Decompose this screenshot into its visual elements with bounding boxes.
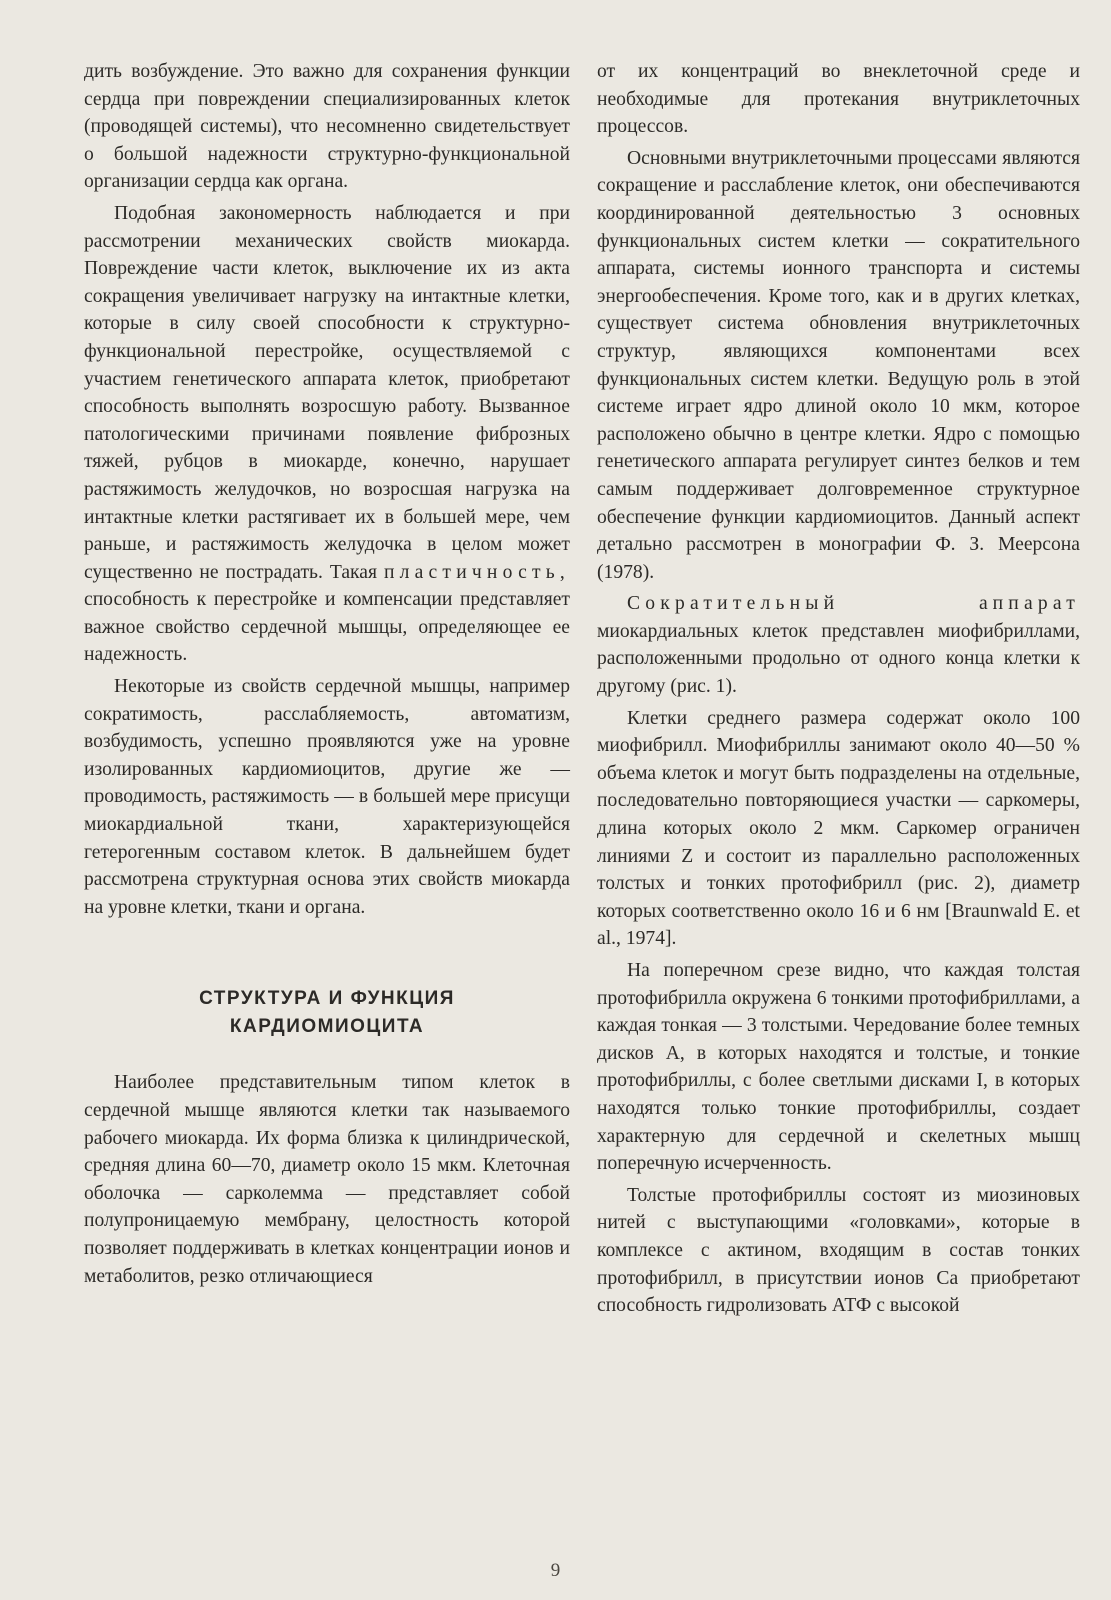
contractile-text-after: миокардиальных клеток представлен миофибриллами, расположенными продольно от одного конца клетки к другому (рис. 1). <box>597 620 1080 698</box>
paragraph-properties: Некоторые из свойств сердечной мышцы, например сократимость, расслабляемость, автоматизм, возбудимость, успешно проявляются уже на уровне изолированных кардиомиоцитов, другие же — проводимость, растяжимость — в большей мере присущи миокардиальной ткани, характеризующейся гетерогенным составом клеток. В дальнейшем будет рассмотрена структурная основа этих свойств миокарда на уровне клетки, ткани и органа. <box>84 676 570 918</box>
paragraph-contractile <box>597 590 1080 700</box>
plasticity-text-before: Подобная закономерность наблюдается и при рассмотрении механических свойств миокарда. Повреждение части клеток, выключение их из акта сокращения увеличивает нагрузку на интактные клетки, которые в силу своей способности к структурно-функциональной перестройке, осуществляемой с участием генетического аппарата клеток, приобретают способность выполнять возросшую работу. Вызванное патологическими причинами появление фиброзных тяжей, рубцов в миокарде, конечно, нарушает растяжимость желудочков, но возросшая нагрузка на интактные клетки растягивает их в большей мере, чем раньше, и растяжимость желудочка в целом может существенно не пострадать. Такая <box>84 202 570 583</box>
paragraph-myofibrils: Клетки среднего размера содержат около 100 миофибрилл. Миофибриллы занимают около 40—50 % объема клеток и могут быть подразделены на отдельные, последовательно повторяющиеся участки — саркомеры, длина которых около 2 мкм. Саркомер ограничен линиями Z и состоит из параллельно расположенных толстых и тонких протофибрилл (рис. 2), диаметр которых соответственно около 16 и 6 нм [Braunwald E. et al., 1974]. <box>597 707 1080 950</box>
paragraph-continued: дить возбуждение. Это важно для сохранения функции сердца при повреждении специализированных клеток (проводящей системы), что несомненно свидетельствует о большой надежности структурно-функциональной организации сердца как органа. <box>84 61 570 193</box>
emphasis-plasticity: пластичность, <box>383 561 570 583</box>
section-heading-line-1: СТРУКТУРА И ФУНКЦИЯ <box>199 988 455 1010</box>
section-heading-line-2: КАРДИОМИОЦИТА <box>229 1016 425 1038</box>
paragraph-thick-filaments: Толстые протофибриллы состоят из миозиновых нитей с выступающими «головками», которые в комплексе с актином, входящим в состав тонких протофибрилл, в присутствии ионов Са приобретают способность гидролизовать АТФ с высокой <box>597 1184 1080 1317</box>
paragraph-cross-section: На поперечном срезе видно, что каждая толстая протофибрилла окружена 6 тонкими протофибриллами, а каждая тонкая — 3 толстыми. Чередование более темных дисков А, в которых находятся и толстые, и тонкие протофибриллы, с более светлыми дисками I, в которых находятся только тонкие протофибриллы, создает характерную для сердечной и скелетных мышц поперечную исчерченность. <box>597 960 1080 1175</box>
paragraph-cell-types: Наиболее представительным типом клеток в сердечной мышце являются клетки так называемого рабочего миокарда. Их форма близка к цилиндрической, средняя длина 60—70, диаметр около 15 мкм. Клеточная оболочка — сарколемма — представляет собой полупроницаемую мембрану, целостность которой позволяет поддерживать в клетках концентрации ионов и метаболитов, резко отличающиеся <box>84 1072 570 1287</box>
section-heading <box>84 985 570 1041</box>
emphasis-contractile: Сократительный аппарат <box>627 593 1080 615</box>
paragraph-continued-right: от их концентраций во внеклеточной среде и необходимые для протекания внутриклеточных процессов. <box>597 61 1080 138</box>
left-column <box>84 58 570 1294</box>
plasticity-text-after: способность к перестройке и компенсации представляет важное свойство сердечной мышцы, определяющее ее надежность. <box>84 589 570 666</box>
paragraph-plasticity <box>84 200 570 669</box>
page-number: 9 <box>550 1560 561 1581</box>
right-column <box>597 58 1080 1324</box>
paragraph-intracellular: Основными внутриклеточными процессами являются сокращение и расслабление клеток, они обеспечиваются координированной деятельностью 3 основных функциональных систем клетки — сократительного аппарата, системы ионного транспорта и системы энергообеспечения. Кроме того, как и в других клетках, существует система обновления внутриклеточных структур, являющихся компонентами всех функциональных систем клетки. Ведущую роль в этой системе играет ядро длиной около 10 мкм, которое расположено обычно в центре клетки. Ядро с помощью генетического аппарата регулирует синтез белков и тем самым поддерживает долговременное структурное обеспечение функции кардиомиоцитов. Данный аспект детально рассмотрен в монографии Ф. З. Меерсона (1978). <box>597 147 1080 583</box>
